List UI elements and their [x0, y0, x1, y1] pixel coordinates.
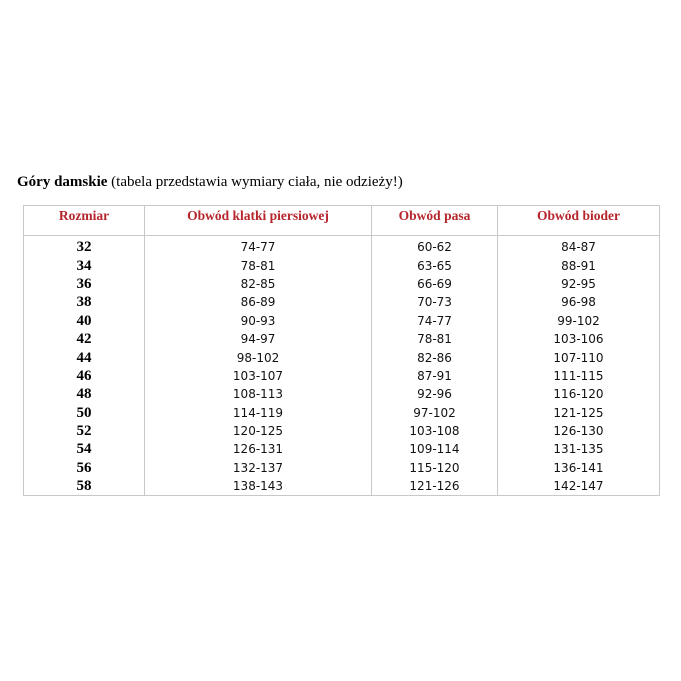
hips-cell: 111-115 [498, 367, 660, 385]
waist-cell: 66-69 [372, 275, 498, 293]
size-cell: 50 [24, 404, 145, 422]
size-cell: 52 [24, 422, 145, 440]
heading-note: (tabela przedstawia wymiary ciała, nie odzieży!) [107, 174, 403, 190]
chest-cell: 78-81 [145, 256, 372, 274]
hips-cell: 142-147 [498, 477, 660, 496]
waist-cell: 109-114 [372, 440, 498, 458]
table-row [24, 348, 660, 366]
hips-cell: 84-87 [498, 238, 660, 256]
table-row [24, 385, 660, 403]
chest-cell: 98-102 [145, 348, 372, 366]
hips-cell: 131-135 [498, 440, 660, 458]
table-row [24, 477, 660, 496]
hips-cell: 88-91 [498, 256, 660, 274]
header-hips: Obwód bioder [498, 206, 660, 236]
chest-cell: 86-89 [145, 293, 372, 311]
hips-cell: 107-110 [498, 348, 660, 366]
hips-cell: 96-98 [498, 293, 660, 311]
hips-cell: 121-125 [498, 404, 660, 422]
table-row [24, 238, 660, 256]
chest-cell: 108-113 [145, 385, 372, 403]
table-row [24, 275, 660, 293]
size-cell: 56 [24, 459, 145, 477]
size-cell: 42 [24, 330, 145, 348]
page-heading [17, 174, 403, 191]
table-row [24, 330, 660, 348]
size-cell: 44 [24, 348, 145, 366]
size-cell: 40 [24, 312, 145, 330]
table-row [24, 293, 660, 311]
size-cell: 54 [24, 440, 145, 458]
hips-cell: 116-120 [498, 385, 660, 403]
chest-cell: 138-143 [145, 477, 372, 496]
waist-cell: 60-62 [372, 238, 498, 256]
size-cell: 48 [24, 385, 145, 403]
table-row [24, 256, 660, 274]
waist-cell: 87-91 [372, 367, 498, 385]
heading-title: Góry damskie [17, 174, 108, 190]
table-row [24, 404, 660, 422]
waist-cell: 121-126 [372, 477, 498, 496]
hips-cell: 126-130 [498, 422, 660, 440]
chest-cell: 74-77 [145, 238, 372, 256]
size-cell: 34 [24, 256, 145, 274]
waist-cell: 115-120 [372, 459, 498, 477]
hips-cell: 99-102 [498, 312, 660, 330]
waist-cell: 97-102 [372, 404, 498, 422]
waist-cell: 92-96 [372, 385, 498, 403]
waist-cell: 63-65 [372, 256, 498, 274]
table-row [24, 312, 660, 330]
hips-cell: 92-95 [498, 275, 660, 293]
table-body [24, 236, 660, 496]
table-row [24, 459, 660, 477]
chest-cell: 82-85 [145, 275, 372, 293]
chest-cell: 90-93 [145, 312, 372, 330]
chest-cell: 94-97 [145, 330, 372, 348]
size-table [23, 205, 660, 496]
size-cell: 58 [24, 477, 145, 496]
header-size: Rozmiar [24, 206, 145, 236]
size-cell: 38 [24, 293, 145, 311]
size-cell: 36 [24, 275, 145, 293]
table-row [24, 422, 660, 440]
chest-cell: 114-119 [145, 404, 372, 422]
waist-cell: 103-108 [372, 422, 498, 440]
chest-cell: 103-107 [145, 367, 372, 385]
chest-cell: 120-125 [145, 422, 372, 440]
header-waist: Obwód pasa [372, 206, 498, 236]
size-cell: 46 [24, 367, 145, 385]
table-row [24, 440, 660, 458]
waist-cell: 70-73 [372, 293, 498, 311]
waist-cell: 78-81 [372, 330, 498, 348]
table-row [24, 367, 660, 385]
size-cell: 32 [24, 238, 145, 256]
chest-cell: 126-131 [145, 440, 372, 458]
waist-cell: 74-77 [372, 312, 498, 330]
table-header-row [24, 206, 660, 236]
waist-cell: 82-86 [372, 348, 498, 366]
hips-cell: 103-106 [498, 330, 660, 348]
hips-cell: 136-141 [498, 459, 660, 477]
header-chest: Obwód klatki piersiowej [145, 206, 372, 236]
chest-cell: 132-137 [145, 459, 372, 477]
